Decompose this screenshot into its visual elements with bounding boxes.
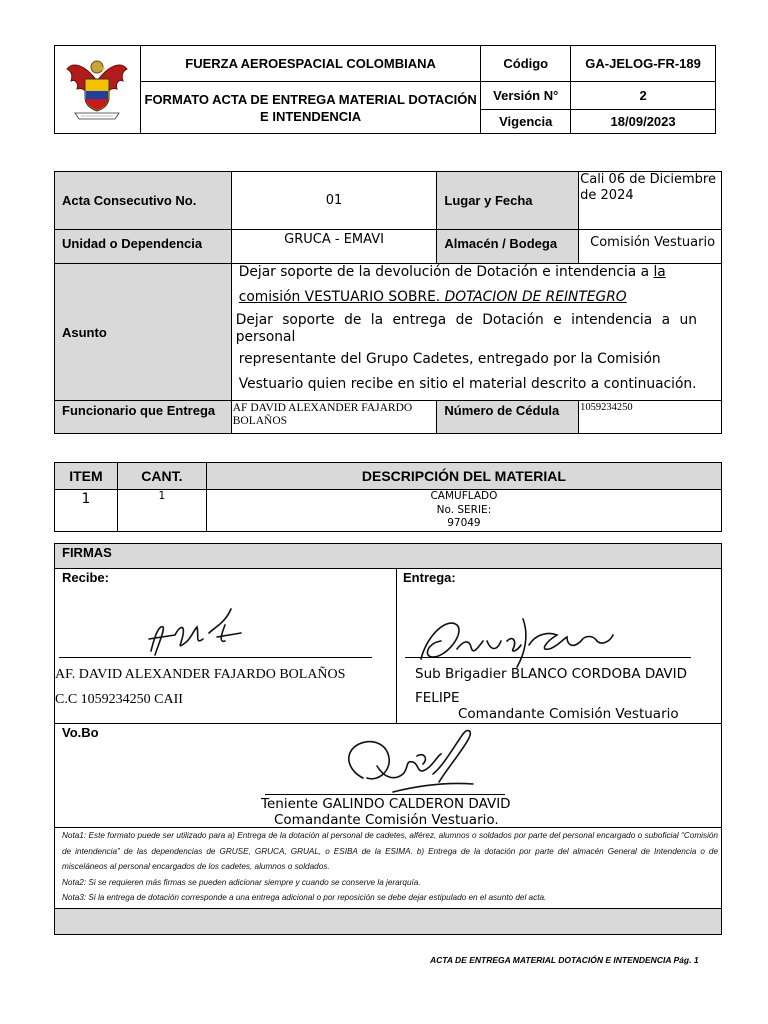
cedula-label: Número de Cédula xyxy=(437,401,579,434)
form-title: FORMATO ACTA DE ENTREGA MATERIAL DOTACIÓN E INTENDENCIA xyxy=(140,82,480,134)
unidad-label: Unidad o Dependencia xyxy=(55,230,232,264)
row-cant: 1 xyxy=(117,490,206,532)
funcionario-label: Funcionario que Entrega xyxy=(55,401,232,434)
firmas-title: FIRMAS xyxy=(62,545,112,560)
consecutivo-label: Acta Consecutivo No. xyxy=(55,172,232,230)
vigencia-label: Vigencia xyxy=(481,110,571,134)
recibe-signature xyxy=(145,605,245,661)
vobo-role: Comandante Comisión Vestuario. xyxy=(274,812,499,828)
entrega-name-1: Sub Brigadier BLANCO CORDOBA DAVID xyxy=(415,666,688,682)
note-2: Nota2: Si se requieren más firmas se pueden adicionar siempre y cuando se conserve la jerarquía. xyxy=(62,877,421,887)
lugar-label: Lugar y Fecha xyxy=(437,172,579,230)
asunto-line-3: Dejar soporte de la entrega de Dotación e intendencia a un personal xyxy=(235,312,697,345)
cedula-value: 1059234250 xyxy=(579,401,722,434)
page-footer: ACTA DE ENTREGA MATERIAL DOTACIÓN E INTENDENCIA Pág. 1 xyxy=(430,955,699,965)
material-table xyxy=(54,462,722,532)
entrega-role: Comandante Comisión Vestuario xyxy=(458,706,679,722)
header-table xyxy=(54,45,716,134)
unidad-value: GRUCA - EMAVI xyxy=(231,230,437,264)
table-row xyxy=(55,490,722,532)
almacen-value: Comisión Vestuario xyxy=(579,230,722,264)
consecutivo-value: 01 xyxy=(231,172,437,230)
logo-cell xyxy=(55,46,141,134)
asunto-label: Asunto xyxy=(55,264,232,401)
asunto-line-5: Vestuario quien recibe en sitio el material descrito a continuación. xyxy=(238,376,697,392)
asunto-line-1: Dejar soporte de la devolución de Dotación e intendencia a la xyxy=(238,264,666,280)
recibe-label: Recibe: xyxy=(62,570,109,585)
asunto-line-2: comisión VESTUARIO SOBRE. DOTACION DE REINTEGRO xyxy=(238,289,627,305)
recibe-sigline xyxy=(59,657,372,658)
bottom-strip xyxy=(54,908,722,935)
notes-cell xyxy=(54,827,722,909)
asunto-line-4: representante del Grupo Cadetes, entregado por la Comisión xyxy=(238,351,661,367)
recibe-cell xyxy=(54,568,397,724)
entrega-name-2: FELIPE xyxy=(415,690,460,706)
entrega-sigline xyxy=(405,657,691,658)
row-descripcion: CAMUFLADO No. SERIE: 97049 xyxy=(206,490,721,532)
funcionario-value: AF DAVID ALEXANDER FAJARDO BOLAÑOS xyxy=(231,401,437,434)
notes-list xyxy=(62,828,718,906)
recibe-name: AF. DAVID ALEXANDER FAJARDO BOLAÑOS xyxy=(55,667,346,682)
org-name: FUERZA AEROESPACIAL COLOMBIANA xyxy=(140,46,480,82)
lugar-value: Cali 06 de Diciembre de 2024 xyxy=(579,172,722,230)
vobo-name: Teniente GALINDO CALDERON DAVID xyxy=(261,796,511,812)
col-descripcion: DESCRIPCIÓN DEL MATERIAL xyxy=(206,463,721,490)
codigo-label: Código xyxy=(481,46,571,82)
vigencia-value: 18/09/2023 xyxy=(571,110,716,134)
version-label: Versión N° xyxy=(481,82,571,110)
entrega-signature xyxy=(417,605,627,673)
almacen-label: Almacén / Bodega xyxy=(437,230,579,264)
vobo-sigline xyxy=(265,794,505,795)
firmas-header xyxy=(54,543,722,569)
recibe-cc: C.C 1059234250 CAII xyxy=(55,692,183,707)
note-3: Nota3: Si la entrega de dotación corresponde a una entrega adicional o por reposición se debe dejar estipulado en el asunto del acta. xyxy=(62,893,547,903)
eagle-crest-icon xyxy=(65,51,129,125)
col-item: ITEM xyxy=(55,463,118,490)
note-1: Nota1: Este formato puede ser utilizado para a) Entrega de la dotación al personal de cadetes, alférez, alumnos o soldados por parte del personal encargado o suboficial “Comisión de intendencia” de las dependencias de GRUSE, GRUCA, GRUAL, o ESIBA de la ESIMA. b) Entrega de la dotación por parte del almacén General de Intendencia o de misceláneos al personal encargados de los cadetes, alumnos o soldados. xyxy=(62,831,718,872)
entrega-cell xyxy=(396,568,722,724)
acta-table xyxy=(54,171,722,434)
vobo-label: Vo.Bo xyxy=(62,725,99,740)
codigo-value: GA-JELOG-FR-189 xyxy=(571,46,716,82)
version-value: 2 xyxy=(571,82,716,110)
row-item: 1 xyxy=(55,490,118,532)
asunto-value xyxy=(231,264,721,401)
vobo-cell xyxy=(54,723,722,828)
vobo-signature xyxy=(333,726,483,798)
col-cant: CANT. xyxy=(117,463,206,490)
entrega-label: Entrega: xyxy=(403,570,456,585)
